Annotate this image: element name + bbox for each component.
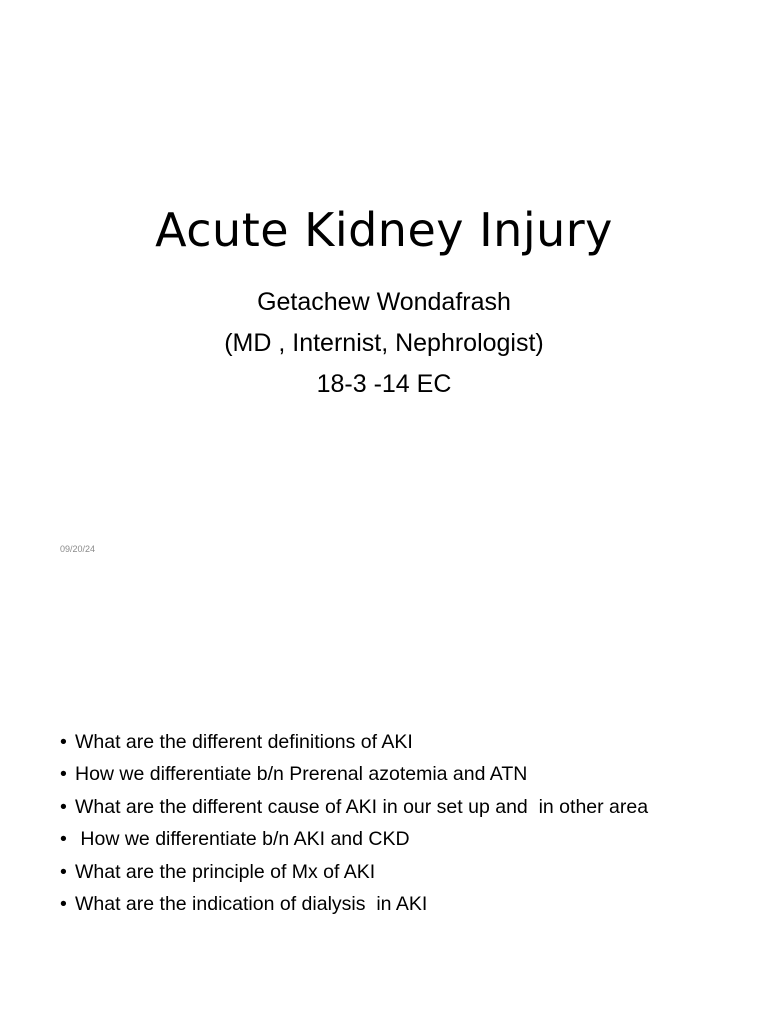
list-item	[60, 726, 648, 758]
list-item-text: What are the different definitions of AKI	[75, 731, 413, 753]
list-item	[60, 758, 648, 790]
bullet-icon: •	[60, 763, 67, 786]
list-item-text: What are the indication of dialysis in AKI	[75, 893, 428, 916]
bullet-icon: •	[60, 795, 67, 818]
list-item-text: What are the different cause of AKI in our set up and in other area	[75, 795, 649, 818]
author-credentials: (MD , Internist, Nephrologist)	[224, 329, 544, 357]
slide-title: Acute Kidney Injury	[155, 203, 613, 257]
list-item-text: How we differentiate b/n AKI and CKD	[75, 828, 410, 851]
footer-date: 09/20/24	[60, 544, 96, 554]
list-item-text: What are the principle of Mx of AKI	[75, 860, 376, 883]
slide-subtitle	[0, 282, 768, 405]
objectives-slide	[0, 576, 768, 1024]
presentation-date-ec: 18-3 -14 EC	[316, 370, 452, 398]
list-item-text: How we differentiate b/n Prerenal azotemia and ATN	[75, 763, 528, 786]
list-item	[60, 823, 648, 855]
list-item	[60, 888, 648, 920]
list-item	[60, 791, 648, 823]
objectives-list	[60, 726, 648, 920]
list-item	[60, 856, 648, 888]
bullet-icon: •	[60, 731, 67, 753]
bullet-icon: •	[60, 828, 67, 851]
bullet-icon: •	[60, 893, 67, 916]
bullet-icon: •	[60, 860, 67, 883]
author-name: Getachew Wondafrash	[257, 288, 511, 316]
